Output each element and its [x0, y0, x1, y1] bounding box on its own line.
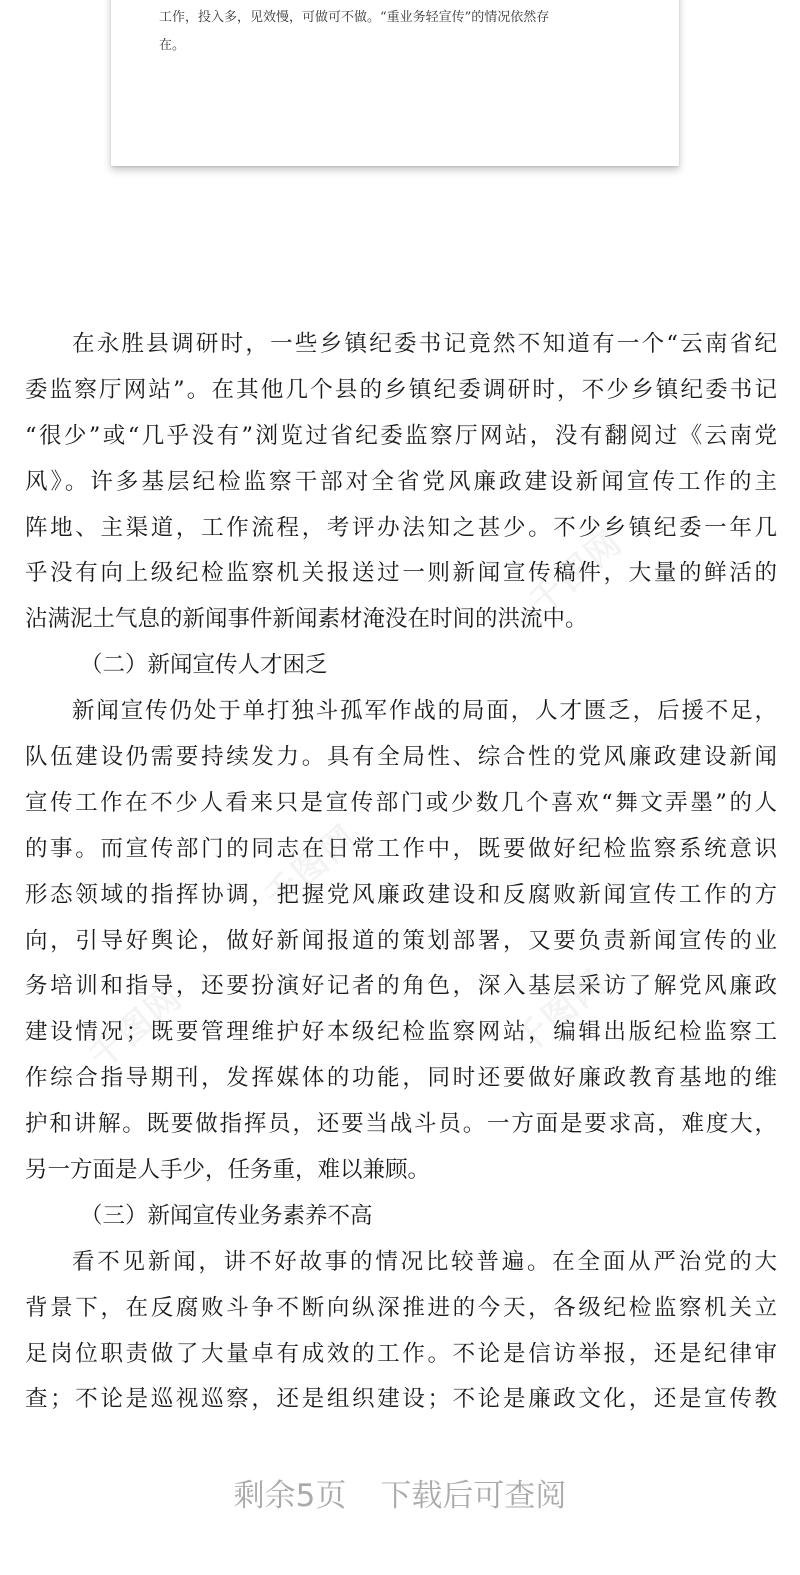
- paragraph-line: 背景下，在反腐败斗争不断向纵深推进的今天，各级纪检监察机关立: [25, 1294, 777, 1321]
- paragraph-line: 建设情况；既要管理维护好本级纪检监察网站，编辑出版纪检监察工: [25, 1019, 777, 1046]
- preview-text: [159, 4, 629, 60]
- watermark: 千图网: [522, 522, 631, 623]
- paragraph-line: 宣传工作在不少人看来只是宣传部门或少数几个喜欢“舞文弄墨”的人: [25, 789, 777, 816]
- paragraph-line: 的事。而宣传部门的同志在日常工作中，既要做好纪检监察系统意识: [25, 835, 777, 862]
- preview-line: 工作，投入多，见效慢，可做可不做。“重业务轻宣传”的情况依然存: [159, 10, 550, 25]
- remaining-pages-label: 剩余5页: [233, 1477, 347, 1514]
- paragraph-line: 形态领域的指挥协调，把握党风廉政建设和反腐败新闻宣传工作的方: [25, 881, 777, 908]
- watermark: 千图网: [507, 962, 616, 1063]
- paragraph-line: 另一方面是人手少，任务重，难以兼顾。: [25, 1157, 431, 1184]
- document-body: [25, 322, 777, 1423]
- paragraph-line: 沾满泥土气息的新闻事件新闻素材淹没在时间的洪流中。: [25, 606, 588, 633]
- paragraph-line: 乎没有向上级纪检监察机关报送过一则新闻宣传稿件，大量的鲜活的: [25, 560, 777, 587]
- paragraph-line: 队伍建设仍需要持续发力。具有全局性、综合性的党风廉政建设新闻: [25, 744, 777, 771]
- paragraph-line: 看不见新闻，讲不好故事的情况比较普遍。在全面从严治党的大: [72, 1248, 777, 1275]
- section-heading: （三）新闻宣传业务素养不高: [80, 1202, 373, 1229]
- paragraph-line: 足岗位职责做了大量卓有成效的工作。不论是信访举报，还是纪律审: [25, 1340, 777, 1367]
- paragraph-line: 新闻宣传仍处于单打独斗孤军作战的局面，人才匮乏，后援不足，: [72, 698, 777, 725]
- paragraph-line: 在永胜县调研时，一些乡镇纪委书记竟然不知道有一个“云南省纪: [72, 331, 777, 357]
- section-heading: （二）新闻宣传人才困乏: [80, 652, 328, 679]
- watermark: 千图网: [82, 977, 191, 1078]
- paragraph-line: “很少”或“几乎没有”浏览过省纪委监察厅网站，没有翻阅过《云南党: [25, 422, 777, 449]
- paragraph-line: 务培训和指导，还要扮演好记者的角色，深入基层采访了解党风廉政: [25, 973, 777, 1000]
- paragraph-line: 委监察厅网站”。在其他几个县的乡镇纪委调研时，不少乡镇纪委书记: [25, 376, 777, 403]
- paragraph-line: 作综合指导期刊，发挥媒体的功能，同时还要做好廉政教育基地的维: [25, 1065, 777, 1092]
- previous-page-preview: [111, 0, 679, 166]
- paragraph-line: 风》。许多基层纪检监察干部对全省党风廉政建设新闻宣传工作的主: [25, 468, 777, 495]
- download-hint-label: 下载后可查阅: [380, 1477, 567, 1514]
- paragraph-line: 查；不论是巡视巡察，还是组织建设；不论是廉政文化，还是宣传教: [25, 1386, 777, 1413]
- paragraph-line: 阵地、主渠道，工作流程，考评办法知之甚少。不少乡镇纪委一年几: [25, 514, 777, 541]
- paragraph-line: 护和讲解。既要做指挥员，还要当战斗员。一方面是要求高，难度大，: [25, 1111, 777, 1138]
- paragraph-line: 向，引导好舆论，做好新闻报道的策划部署，又要负责新闻宣传的业: [25, 927, 777, 954]
- download-to-read-more-button[interactable]: [0, 1462, 800, 1522]
- preview-line: 在。: [159, 38, 186, 53]
- watermark: 千图网: [257, 817, 366, 918]
